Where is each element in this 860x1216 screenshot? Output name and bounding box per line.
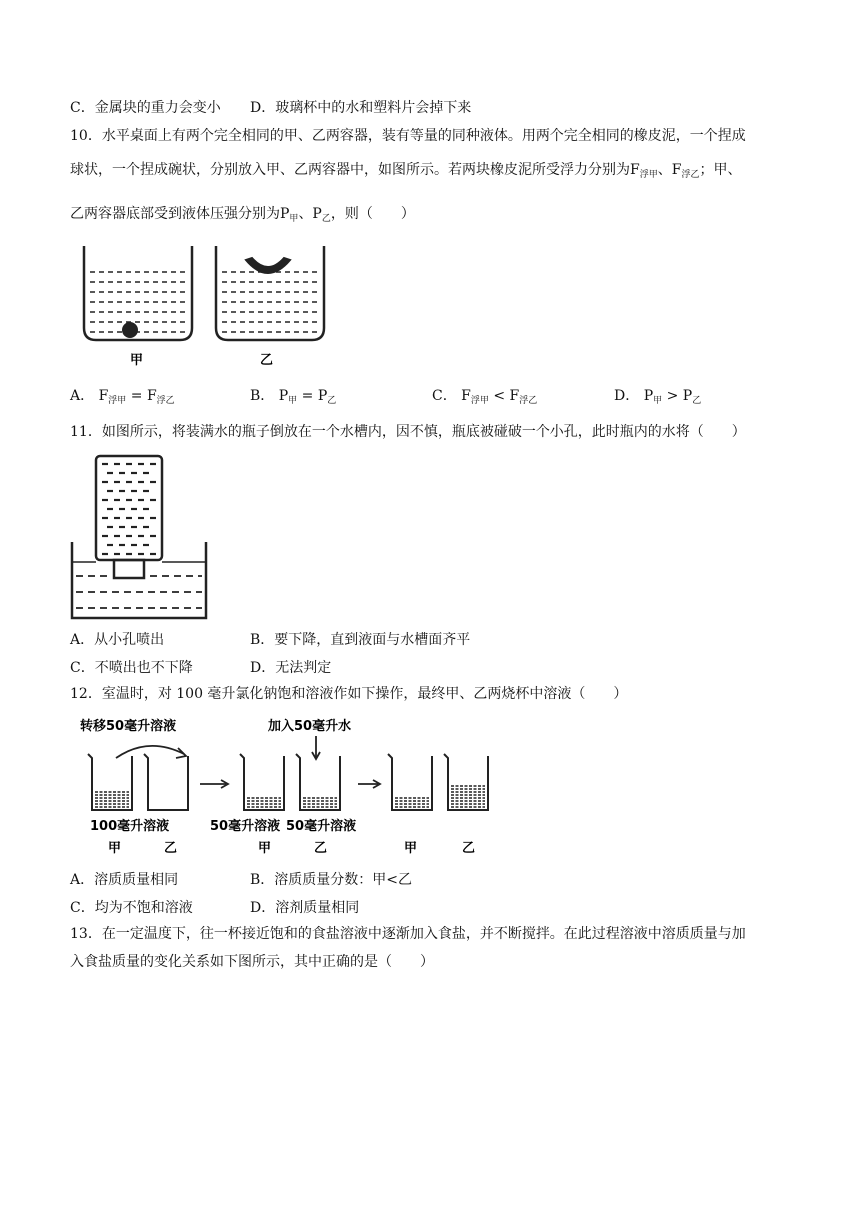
label-50ml-b: 50毫升溶液: [286, 819, 357, 834]
q9-option-d: D．玻璃杯中的水和塑料片会掉下来: [250, 100, 472, 116]
q10-figure: [78, 244, 338, 374]
label-jia-1: 甲: [108, 841, 122, 856]
q11-figure: [70, 452, 210, 622]
label-transfer: 转移50毫升溶液: [80, 719, 177, 734]
label-jia: 甲: [130, 353, 144, 368]
label-yi-3: 乙: [462, 841, 476, 856]
q11-option-c: C．不喷出也不下降: [70, 660, 193, 676]
q10-stem-line2: 球状，一个捏成碗状，分别放入甲、乙两容器中，如图所示。若两块橡皮泥所受浮力分别为$F_{浮甲}$、$F_{浮乙}$；甲、: [70, 162, 742, 180]
q12-figure: [76, 712, 496, 862]
q12-option-b: B．溶质质量分数：甲<乙: [250, 872, 413, 888]
q9-option-c: C．金属块的重力会变小: [70, 100, 221, 116]
q12-option-a: A．溶质质量相同: [70, 872, 179, 888]
clay-ball: [122, 322, 138, 338]
label-jia-3: 甲: [404, 841, 418, 856]
label-add-water: 加入50毫升水: [268, 719, 352, 734]
label-jia-2: 甲: [258, 841, 272, 856]
q10-option-c: C． $F_{浮甲} < F_{浮乙}$: [432, 388, 538, 406]
q10-option-d: D． $P_甲 > P_乙$: [614, 388, 702, 406]
label-yi-1: 乙: [164, 841, 178, 856]
q12-stem: 12．室温时，对 100 毫升氯化钠饱和溶液作如下操作，最终甲、乙两烧杯中溶液（ ）: [70, 686, 628, 702]
q13-stem-line2: 入食盐质量的变化关系如下图所示，其中正确的是（ ）: [70, 954, 434, 970]
q11-option-d: D．无法判定: [250, 660, 332, 676]
q12-option-c: C．均为不饱和溶液: [70, 900, 193, 916]
q10-option-a: A． $F_{浮甲} = F_{浮乙}$: [70, 388, 175, 406]
label-yi-2: 乙: [314, 841, 328, 856]
q10-stem-line1: 10．水平桌面上有两个完全相同的甲、乙两容器，装有等量的同种液体。用两个完全相同的橡皮泥，一个捏成: [70, 128, 746, 144]
q13-stem-line1: 13．在一定温度下，往一杯接近饱和的食盐溶液中逐渐加入食盐，并不断搅拌。在此过程溶液中溶质质量与加: [70, 926, 746, 942]
q12-option-d: D．溶剂质量相同: [250, 900, 360, 916]
q11-stem: 11．如图所示，将装满水的瓶子倒放在一个水槽内，因不慎，瓶底被碰破一个小孔，此时瓶内的水将（ ）: [70, 424, 746, 440]
clay-bowl: [246, 258, 290, 273]
q11-option-a: A．从小孔喷出: [70, 632, 165, 648]
label-100ml: 100毫升溶液: [90, 819, 170, 834]
q10-option-b: B． $P_甲 = P_乙$: [250, 388, 337, 406]
q11-option-b: B．要下降，直到液面与水槽面齐平: [250, 632, 471, 648]
q10-stem-line3: 乙两容器底部受到液体压强分别为$P_甲$、$P_乙$，则（ ）: [70, 206, 415, 224]
beaker-2: [144, 754, 188, 810]
label-yi: 乙: [260, 353, 274, 368]
label-50ml-a: 50毫升溶液: [210, 819, 281, 834]
